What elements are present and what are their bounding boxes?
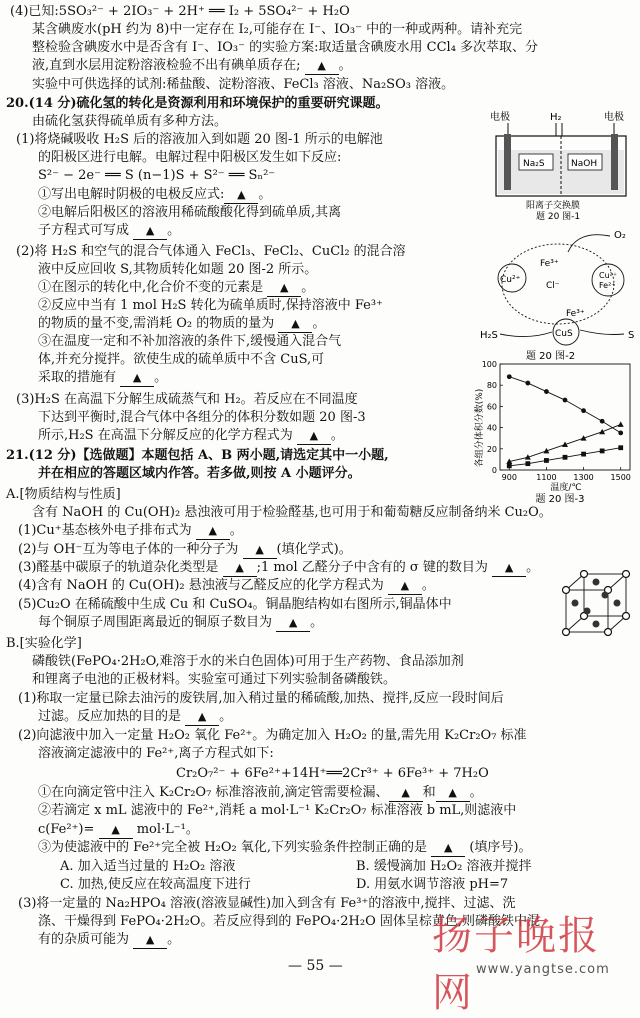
q20-2-h: 采取的措施有 ▲ 。	[38, 370, 168, 385]
q21a-4: (4)含有 NaOH 的 Cu(OH)₂ 悬浊液与乙醛反应的化学方程式为 ▲ 。	[18, 578, 435, 593]
corner-atom	[563, 587, 570, 594]
q21b-2d: ②若滴定 x mL 滤液中的 Fe²⁺,消耗 a mol·L⁻¹ K₂Cr₂O₇ 标准溶液 b mL,则滤液中	[38, 803, 517, 818]
answer-blank[interactable]: ▲	[185, 709, 219, 726]
option-c: C. 加热,使反应在较高温度下进行	[60, 877, 251, 892]
q21a-3: (3)醛基中碳原子的轨道杂化类型是 ▲ ;1 mol 乙醛分子中含有的 σ 键的数目为 ▲ 。	[18, 560, 540, 575]
data-point-circle	[544, 389, 549, 394]
sulfur-label: S	[628, 330, 635, 341]
data-point-square	[618, 445, 623, 450]
corner-atom	[605, 629, 612, 636]
x-tick-label: 1300	[573, 473, 594, 482]
answer-blank[interactable]: ▲	[431, 840, 465, 857]
q21a-1: (1)Cu⁺基态核外电子排布式为 ▲ 。	[18, 523, 243, 538]
figure-20-2-conversion-cycle	[478, 222, 638, 362]
q19-4-line5: 实验中可供选择的试剂:稀盐酸、淀粉溶液、FeCl₃ 溶液、Na₂SO₃ 溶液。	[32, 77, 455, 92]
data-point-triangle	[618, 421, 624, 426]
h2s-label: H₂S	[480, 330, 498, 341]
answer-blank[interactable]: ▲	[133, 223, 167, 240]
y-tick-label: 60	[486, 402, 497, 412]
q20-2-a: (2)将 H₂S 和空气的混合气体通入 FeCl₃、FeCl₂、CuCl₂ 的混合溶	[16, 244, 406, 259]
q20-intro: 由硫化氢获得硫单质有多种方法。	[32, 114, 228, 129]
face-center-atom	[614, 600, 621, 607]
data-point-circle	[600, 419, 605, 424]
q21a-intro: 含有 NaOH 的 Cu(OH)₂ 悬浊液可用于检验醛基,也可用于和葡萄糖反应制备纳米 Cu₂O。	[32, 505, 552, 520]
oxygen-label: O₂	[614, 230, 626, 241]
option-a: A. 加入适当过量的 H₂O₂ 溶液	[60, 859, 236, 874]
q20-1-c: S²⁻ − 2e⁻ ══ S (n−1)S + S²⁻ ══ Sₙ²⁻	[38, 168, 276, 183]
data-point-circle	[618, 431, 623, 436]
cu2-label: Cu²⁺	[500, 275, 521, 285]
x-axis-label: 温度/℃	[550, 483, 582, 493]
q19-4-line3: 整检验含碘废水中是否含有 I⁻、IO₃⁻ 的实验方案:取适量含碘废水用 CCl₄ 多次萃取、分	[32, 40, 539, 55]
answer-blank[interactable]: ▲	[267, 280, 301, 297]
q21b-intro-2: 和锂离子电池的正极材料。实验室可通过下列实验制备磷酸铁。	[32, 672, 397, 687]
face-center-atom	[593, 579, 600, 586]
data-point-square	[563, 455, 568, 460]
y-tick-label: 40	[486, 423, 497, 433]
figure-20-3-chart	[470, 358, 638, 504]
x-tick-label: 900	[501, 473, 517, 482]
answer-blank[interactable]: ▲	[297, 428, 331, 445]
q21b-intro-1: 磷酸铁(FePO₄·2H₂O,难溶于水的米白色固体)可用于生产药物、食品添加剂	[32, 654, 464, 669]
q21a-2: (2)与 OH⁻互为等电子体的一种分子为 ▲ (填化学式)。	[18, 542, 352, 557]
oxygen-arrow	[568, 235, 610, 252]
data-point-square	[581, 452, 586, 457]
q20-1-b: 的阳极区进行电解。电解过程中阳极区发生如下反应:	[38, 150, 342, 165]
q21b-3b: 涤、干燥得到 FePO₄·2H₂O。若反应得到的 FePO₄·2H₂O 固体呈棕黄色,则磷酸铁中混	[38, 914, 540, 929]
q21b-1b: 过滤。反应加热的目的是 ▲ 。	[38, 709, 233, 724]
q21b-2e: c(Fe²⁺)= ▲ mol·L⁻¹。	[38, 822, 199, 837]
q19-4-line2: 某含碘废水(pH 约为 8)中一定存在 I₂,可能存在 I⁻、IO₃⁻ 中的一种或两种。请补充完	[32, 22, 523, 37]
electrode-right-label: 电极	[604, 112, 624, 123]
watermark-logo: 扬子晚报网	[432, 913, 600, 1016]
q20-2-g: 体,并充分搅拌。欲使生成的硫单质中不含 CuS,可	[38, 352, 325, 367]
fe3-bottom-label: Fe³⁺	[566, 309, 585, 319]
q20-2-d: ②反应中当有 1 mol H₂S 转化为硫单质时,保持溶液中 Fe³⁺	[38, 298, 383, 313]
q21b-3c: 有的杂质可能为 ▲ 。	[38, 932, 181, 947]
fe3-top-label: Fe³⁺	[540, 259, 559, 269]
q21b-2f: ③为使滤液中的 Fe²⁺完全被 H₂O₂ 氧化,下列实验条件控制正确的是 ▲ (填序号)。	[38, 840, 532, 855]
electrode-left-label: 电极	[490, 112, 510, 123]
answer-blank[interactable]: ▲	[99, 822, 133, 839]
q20-2-e: 的物质的量不变,需消耗 O₂ 的物质的量为 ▲ 。	[38, 316, 326, 331]
right-solution-label: NaOH	[571, 159, 598, 169]
left-solution-label: Na₂S	[523, 159, 545, 169]
corner-atom	[581, 571, 588, 578]
y-tick-label: 0	[491, 466, 497, 475]
chloride-label: Cl⁻	[546, 281, 560, 291]
y-tick-label: 20	[486, 444, 497, 454]
face-center-atom	[602, 592, 609, 599]
answer-blank[interactable]: ▲	[243, 542, 277, 559]
q21b-3: (3)将一定量的 Na₂HPO₄ 溶液(溶液显碱性)加入到含有 Fe³⁺的溶液中,搅拌、过滤、洗	[18, 896, 516, 911]
membrane-label: 阳离子交换膜	[526, 201, 581, 211]
corner-atom	[563, 629, 570, 636]
q20-1-d: ①写出电解时阴极的电极反应式: ▲ 。	[38, 187, 272, 202]
data-point-square	[544, 458, 549, 463]
answer-blank[interactable]: ▲	[436, 785, 470, 802]
option-d: D. 用氨水调节溶液 pH=7	[356, 877, 509, 892]
q21b-2c: ①在向滴定管中注入 K₂Cr₂O₇ 标准溶液前,滴定管需要检漏、 ▲ 和 ▲ 。	[38, 785, 483, 800]
q20-1-a: (1)将烧碱吸收 H₂S 后的溶液加入到如题 20 图-1 所示的电解池	[16, 132, 383, 147]
q20-heading: 20.(14 分)硫化氢的转化是资源利用和环境保护的重要研究课题。	[6, 96, 389, 111]
answer-blank[interactable]: ▲	[120, 370, 154, 387]
hydrogen-label: H₂	[550, 112, 562, 123]
left-electrode	[504, 134, 511, 190]
cu-fe-node	[592, 264, 624, 296]
q20-1-e: ②电解后阳极区的溶液用稀硫酸酸化得到硫单质,其离	[38, 205, 342, 220]
face-center-atom	[572, 600, 579, 607]
watermark-url: www.yangtse.com	[476, 962, 610, 977]
data-point-circle	[563, 398, 568, 403]
q20-3-a: (3)H₂S 在高温下分解生成硫蒸气和 H₂。若反应在不同温度	[16, 392, 358, 407]
answer-blank[interactable]: ▲	[389, 785, 423, 802]
answer-blank[interactable]: ▲	[278, 316, 312, 333]
answer-blank[interactable]: ▲	[224, 187, 258, 204]
q21b-2: (2)向滤液中加入一定量 H₂O₂ 氧化 Fe²⁺。为确定加入 H₂O₂ 的量,需先用 K₂Cr₂O₇ 标准	[18, 728, 527, 743]
q19-4-line1: (4)已知:5SO₃²⁻ + 2IO₃⁻ + 2H⁺ ══ I₂ + 5SO₄²⁻ + H₂O	[10, 4, 350, 19]
q21b-title: B.[实验化学]	[6, 636, 82, 651]
data-point-triangle	[599, 429, 605, 434]
cus-label: CuS	[555, 329, 573, 339]
q21a-5: (5)Cu₂O 在稀硫酸中生成 Cu 和 CuSO₄。铜晶胞结构如右图所示,铜晶体中	[18, 597, 452, 612]
data-point-circle	[525, 381, 530, 386]
answer-blank[interactable]: ▲	[196, 523, 230, 540]
data-point-circle	[507, 374, 512, 379]
x-tick-label: 1500	[610, 473, 631, 482]
data-point-square	[525, 461, 530, 466]
q21b-2b: 溶液滴定滤液中的 Fe²⁺,离子方程式如下:	[38, 746, 274, 761]
q20-3-c: 所示,H₂S 在高温下分解反应的化学方程式为 ▲ 。	[38, 428, 344, 443]
answer-blank[interactable]: ▲	[276, 615, 310, 632]
figure-20-2-caption: 题 20 图-2	[526, 351, 576, 362]
q21b-1: (1)称取一定量已除去油污的废铁屑,加入稍过量的稀硫酸,加热、搅拌,反应一段时间后	[18, 691, 504, 706]
page-number: — 55 —	[288, 958, 343, 974]
h2s-arrow	[500, 332, 552, 337]
cu-fe-label-b: Fe²⁺	[599, 281, 616, 290]
right-electrode	[611, 134, 618, 190]
y-tick-label: 80	[486, 381, 497, 391]
face-center-atom	[593, 621, 600, 628]
corner-atom	[623, 613, 630, 620]
q20-2-b: 液中反应回收 S,其物质转化如题 20 图-2 所示。	[38, 262, 318, 277]
q21b-2-equation: Cr₂O₇²⁻ + 6Fe²⁺+14H⁺══2Cr³⁺ + 6Fe³⁺ + 7H₂O	[176, 766, 489, 781]
q19-4-line4: 液,直到水层用淀粉溶液检验不出有碘单质存在; ▲ 。	[32, 58, 352, 73]
option-b: B. 缓慢滴加 H₂O₂ 溶液并搅拌	[356, 859, 532, 874]
x-tick-label: 1100	[536, 473, 557, 482]
copper-unit-cell-diagram	[560, 570, 634, 638]
chart-title: 题 20 图-3	[535, 494, 585, 504]
figure-20-1-caption: 题 20 图-1	[536, 212, 581, 220]
figure-20-1-electrolysis-cell	[486, 108, 638, 220]
q21-heading: 21.(12 分)【选做题】本题包括 A、B 两小题,请选定其中一小题,	[6, 448, 389, 463]
sulfur-arrow	[580, 330, 624, 335]
data-point-circle	[581, 408, 586, 413]
series-line	[509, 377, 620, 433]
answer-blank[interactable]: ▲	[305, 58, 339, 75]
corner-atom	[623, 571, 630, 578]
data-point-square	[600, 449, 605, 454]
face-center-atom	[584, 608, 591, 615]
cu-fe-label-a: Cu²⁺	[599, 271, 618, 280]
answer-blank[interactable]: ▲	[223, 560, 257, 577]
data-point-square	[507, 463, 512, 468]
q20-3-b: 下达到平衡时,混合气体中各组分的体积分数如题 20 图-3	[38, 410, 366, 425]
q20-1-f: 子方程式可写成 ▲ 。	[38, 223, 181, 238]
q21a-5b: 每个铜原子周围距离最近的铜原子数目为 ▲ 。	[38, 615, 324, 630]
q20-2-f: ③在温度一定和不补加溶液的条件下,缓慢通入混合气	[38, 334, 342, 349]
answer-blank[interactable]: ▲	[492, 560, 526, 577]
answer-blank[interactable]: ▲	[388, 578, 422, 595]
q21a-title: A.[物质结构与性质]	[6, 487, 121, 502]
q21-heading-2: 并在相应的答题区域内作答。若多做,则按 A 小题评分。	[38, 466, 361, 481]
q20-2-c: ①在图示的转化中,化合价不变的元素是 ▲ 。	[38, 280, 315, 295]
answer-blank[interactable]: ▲	[133, 932, 167, 949]
y-tick-label: 100	[481, 360, 497, 369]
y-axis-label: 各组分体积分数(%)	[475, 388, 485, 468]
